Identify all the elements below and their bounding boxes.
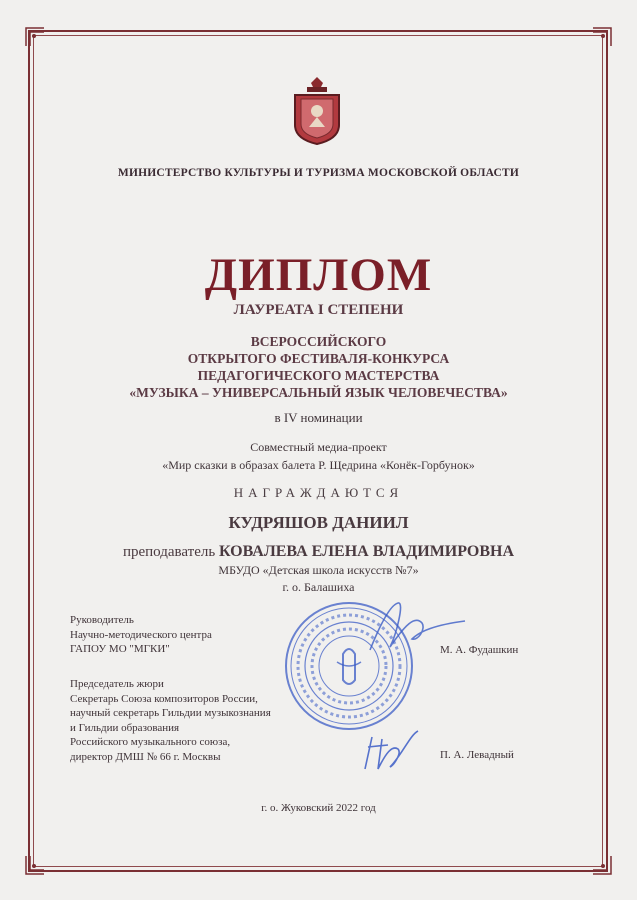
head-signatory-block <box>70 613 212 657</box>
signatory-line: директор ДМШ № 66 г. Москвы <box>70 750 221 763</box>
corner-ornament <box>591 26 613 48</box>
jury-signatory-block <box>70 677 271 764</box>
festival-line: ПЕДАГОГИЧЕСКОГО МАСТЕРСТВА <box>197 368 440 383</box>
signatory-line: Руководитель <box>70 614 134 626</box>
signatory-line: ГАПОУ МО "МГКИ" <box>70 643 170 655</box>
laureate-degree: ЛАУРЕАТА I СТЕПЕНИ <box>233 302 404 318</box>
teacher-name: КОВАЛЕВА ЕЛЕНА ВЛАДИМИРОВНА <box>218 543 515 560</box>
signatory-line: и Гильдии образования <box>70 721 180 734</box>
signatory-line: научный секретарь Гильдии музыкознания <box>70 707 271 719</box>
ministry-heading: МИНИСТЕРСТВО КУЛЬТУРЫ И ТУРИЗМА МОСКОВСКОЙ ОБЛАСТИ <box>117 167 520 179</box>
festival-line: ВСЕРОССИЙСКОГО <box>250 334 387 349</box>
signatory-line: Российского музыкального союза, <box>70 736 231 748</box>
student-name: КУДРЯШОВ ДАНИИЛ <box>228 513 409 532</box>
teacher-prefix: преподаватель <box>122 544 219 560</box>
signature-levadny <box>360 725 430 775</box>
nomination: в IV номинации <box>274 410 363 425</box>
project-title <box>40 438 597 474</box>
head-signatory-name: М. А. Фудашкин <box>440 644 519 656</box>
project-line: «Мир сказки в образах балета Р. Щедрина «Конёк-Горбунок» <box>162 458 475 472</box>
corner-ornament <box>591 854 613 876</box>
school-name: МБУДО «Детская школа искусств №7» <box>218 563 419 577</box>
festival-name <box>40 333 597 401</box>
diploma-title: ДИПЛОМ <box>204 249 433 301</box>
coat-of-arms-emblem <box>291 77 343 145</box>
festival-line: ОТКРЫТОГО ФЕСТИВАЛЯ-КОНКУРСА <box>187 351 450 366</box>
jury-signatory-name: П. А. Левадный <box>440 749 514 761</box>
signatory-line: Секретарь Союза композиторов России, <box>70 692 258 705</box>
awarded-heading: НАГРАЖДАЮТСЯ <box>233 485 404 500</box>
signatory-line: Председатель жюри <box>70 678 164 690</box>
festival-line: «МУЗЫКА – УНИВЕРСАЛЬНЫЙ ЯЗЫК ЧЕЛОВЕЧЕСТВА» <box>129 385 508 400</box>
teacher-line <box>40 543 597 561</box>
signatory-line: Научно-методического центра <box>70 628 212 641</box>
place-and-year: г. о. Жуковский 2022 год <box>261 802 376 814</box>
project-line: Совместный медиа-проект <box>250 440 387 454</box>
corner-ornament <box>24 854 46 876</box>
school-city: г. о. Балашиха <box>282 580 355 594</box>
corner-ornament <box>24 26 46 48</box>
